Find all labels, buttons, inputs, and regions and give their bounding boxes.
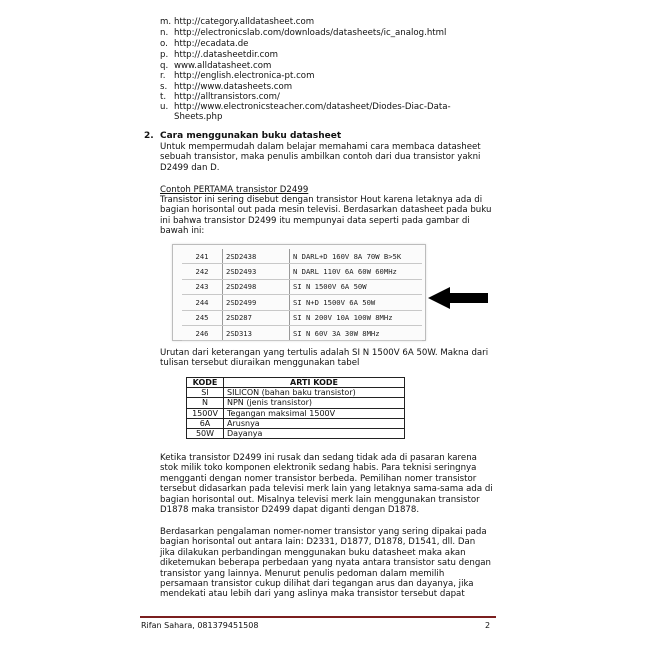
meaning-cell: Arusnya bbox=[224, 418, 405, 428]
list-item: q. www.alldatasheet.com bbox=[160, 61, 272, 71]
part-description: SI N 60V 3A 30W 8MHz bbox=[290, 325, 423, 340]
part-number: 2SD2499 bbox=[223, 295, 290, 310]
text-line: Untuk mempermudah dalam belajar memahami cara membaca datasheet bbox=[160, 142, 481, 152]
datasheet-table bbox=[182, 249, 422, 341]
list-item: s. http://www.datasheets.com bbox=[160, 82, 293, 92]
code-table bbox=[186, 377, 405, 439]
table-row bbox=[182, 295, 422, 310]
meaning-cell: SILICON (bahan baku transistor) bbox=[224, 388, 405, 398]
text-line: ini bahwa transistor D2499 itu mempunyai data seperti pada gambar di bbox=[160, 215, 470, 226]
text-line: bawah ini: bbox=[160, 226, 205, 237]
table-row bbox=[182, 310, 422, 325]
table-row bbox=[187, 408, 405, 418]
footer-divider bbox=[140, 616, 496, 618]
list-item: Sheets.php bbox=[174, 112, 223, 122]
meaning-cell: NPN (jenis transistor) bbox=[224, 398, 405, 408]
list-item: n. http://electronicslab.com/downloads/datasheets/ic_analog.html bbox=[160, 28, 447, 38]
code-cell: 1500V bbox=[187, 408, 224, 418]
row-number: 246 bbox=[182, 325, 223, 340]
text-line: persamaan transistor cukup dilihat dari tegangan arus dan dayanya, jika bbox=[160, 579, 474, 590]
text-line: bagian horisontal out pada mesin televisi. Berdasarkan datasheet pada buku bbox=[160, 205, 492, 216]
example-paragraph bbox=[160, 195, 495, 237]
list-item: o. http://ecadata.de bbox=[160, 39, 249, 49]
explain-paragraph bbox=[160, 348, 495, 369]
arrow-left-icon bbox=[428, 287, 488, 309]
column-header: KODE bbox=[187, 378, 224, 388]
part-description: N DARL 110V 6A 60W 60MHz bbox=[290, 264, 423, 279]
text-line: bagian horisontal out. Misalnya televisi merk lain menggunakan transistor bbox=[160, 494, 480, 505]
table-row bbox=[182, 249, 422, 264]
list-item: u. http://www.electronicsteacher.com/datasheet/Diodes-Diac-Data- bbox=[160, 102, 451, 112]
row-number: 241 bbox=[182, 249, 223, 264]
page-number: 2 bbox=[485, 621, 491, 630]
list-item: r. http://english.electronica-pt.com bbox=[160, 71, 315, 81]
code-cell: 50W bbox=[187, 429, 224, 439]
table-row bbox=[182, 279, 422, 294]
code-cell: SI bbox=[187, 388, 224, 398]
table-row bbox=[187, 398, 405, 408]
text-line: Ketika transistor D2499 ini rusak dan sedang tidak ada di pasaran karena bbox=[160, 453, 477, 463]
section-title: Cara menggunakan buku datasheet bbox=[160, 131, 342, 141]
text-line: Urutan dari keterangan yang tertulis adalah SI N 1500V 6A 50W. Makna dari bbox=[160, 348, 489, 358]
table-row bbox=[187, 418, 405, 428]
part-description: SI N 1500V 6A 50W bbox=[290, 279, 423, 294]
text-line: bagian horisontal out antara lain: D2331, D1877, D1878, D1541, dll. Dan bbox=[160, 537, 476, 548]
text-line: stok milik toko komponen elektronik sedang habis. Para teknisi seringnya bbox=[160, 463, 477, 474]
text-line: D2499 dan D. bbox=[160, 162, 220, 173]
text-line: mengganti dengan nomer transistor berbeda. Pemilihan nomer transistor bbox=[160, 473, 477, 484]
text-line: transistor yang lainnya. Menurut penulis pedoman dalam memilih bbox=[160, 568, 445, 579]
table-row bbox=[187, 429, 405, 439]
part-number: 2SD287 bbox=[223, 310, 290, 325]
code-cell: N bbox=[187, 398, 224, 408]
row-number: 242 bbox=[182, 264, 223, 279]
replacement-paragraph bbox=[160, 453, 495, 515]
part-number: 2SD2438 bbox=[223, 249, 290, 264]
list-item: p. http://.datasheetdir.com bbox=[160, 50, 278, 60]
part-description: SI N+D 1500V 6A 50W bbox=[290, 295, 423, 310]
part-description: SI N 200V 10A 100W 8MHz bbox=[290, 310, 423, 325]
list-item: m. http://category.alldatasheet.com bbox=[160, 17, 315, 27]
part-number: 2SD2493 bbox=[223, 264, 290, 279]
text-line: jika dilakukan perbandingan menggunakan buku datasheet maka akan bbox=[160, 547, 466, 558]
experience-paragraph bbox=[160, 527, 495, 600]
table-row bbox=[182, 325, 422, 340]
text-line: tulisan tersebut diuraikan menggunakan tabel bbox=[160, 358, 360, 369]
table-row bbox=[187, 388, 405, 398]
datasheet-image bbox=[172, 244, 426, 341]
part-number: 2SD2498 bbox=[223, 279, 290, 294]
column-header: ARTI KODE bbox=[224, 378, 405, 388]
row-number: 243 bbox=[182, 279, 223, 294]
meaning-cell: Dayanya bbox=[224, 429, 405, 439]
footer-author: Rifan Sahara, 081379451508 bbox=[141, 621, 259, 630]
list-item: t. http://alltransistors.com/ bbox=[160, 92, 280, 102]
text-line: Berdasarkan pengalaman nomer-nomer transistor yang sering dipakai pada bbox=[160, 527, 487, 537]
code-cell: 6A bbox=[187, 418, 224, 428]
text-line: mendekati atau lebih dari yang aslinya maka transistor tersebut dapat bbox=[160, 589, 465, 600]
part-number: 2SD313 bbox=[223, 325, 290, 340]
table-row bbox=[182, 264, 422, 279]
text-line: Transistor ini sering disebut dengan transistor Hout karena letaknya ada di bbox=[160, 195, 483, 205]
text-line: sebuah transistor, maka penulis ambilkan contoh dari dua transistor yakni bbox=[160, 152, 481, 163]
example-title: Contoh PERTAMA transistor D2499 bbox=[160, 185, 309, 195]
table-header-row bbox=[187, 378, 405, 388]
meaning-cell: Tegangan maksimal 1500V bbox=[224, 408, 405, 418]
text-line: D1878 maka transistor D2499 dapat diganti dengan D1878. bbox=[160, 505, 420, 516]
row-number: 244 bbox=[182, 295, 223, 310]
part-description: N DARL+D 160V 8A 70W B>5K bbox=[290, 249, 423, 264]
text-line: diketemukan beberapa perbedaan yang nyata antara transistor satu dengan bbox=[160, 558, 491, 569]
text-line: tersebut didasarkan pada televisi merk lain yang letaknya sama-sama ada di bbox=[160, 484, 493, 495]
section-number: 2. bbox=[144, 131, 154, 141]
intro-paragraph bbox=[160, 142, 495, 173]
row-number: 245 bbox=[182, 310, 223, 325]
